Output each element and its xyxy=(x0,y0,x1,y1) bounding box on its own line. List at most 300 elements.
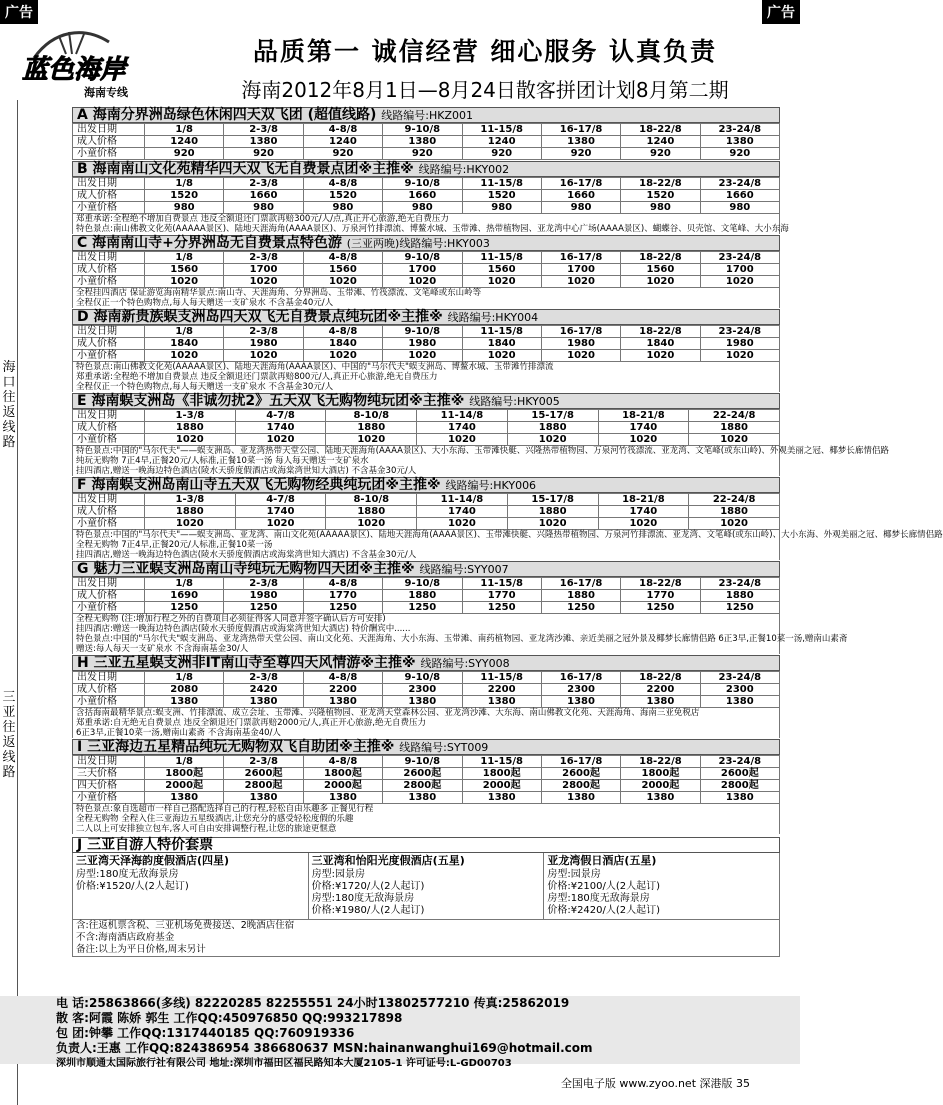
route-code: 线路编号:HKY006 xyxy=(445,479,537,492)
left-band xyxy=(0,100,18,1105)
table-cell: 2300 xyxy=(700,684,779,696)
table-cell: 1380 xyxy=(700,696,779,708)
table-cell: 920 xyxy=(383,148,462,160)
table-cell: 1380 xyxy=(224,696,303,708)
route-header xyxy=(72,107,780,123)
row-label: 小童价格 xyxy=(73,276,145,288)
table-cell: 9-10/8 xyxy=(383,578,462,590)
table-cell: 920 xyxy=(303,148,382,160)
table-cell: 2600起 xyxy=(700,768,779,780)
table-cell: 4-8/8 xyxy=(303,756,382,768)
table-row xyxy=(73,136,780,148)
table-cell: 1560 xyxy=(145,264,224,276)
table-cell: 15-17/8 xyxy=(507,410,598,422)
table-cell: 4-8/8 xyxy=(303,252,382,264)
table-row xyxy=(73,506,780,518)
row-label: 小童价格 xyxy=(73,602,145,614)
logo-name: 蓝色海岸 xyxy=(22,55,127,85)
table-cell: 1740 xyxy=(598,506,689,518)
table-cell: 1380 xyxy=(462,696,541,708)
table-cell: 2800起 xyxy=(700,780,779,792)
route-title: H 三亚五星蜈支洲非IT南山寺至尊四天风情游※主推※ xyxy=(77,655,416,671)
table-cell: 920 xyxy=(700,148,779,160)
table-cell: 2300 xyxy=(541,684,620,696)
table-cell: 2000起 xyxy=(145,780,224,792)
table-cell: 1380 xyxy=(700,792,779,804)
table-cell: 1840 xyxy=(303,338,382,350)
table-cell: 2-3/8 xyxy=(224,124,303,136)
table-cell: 1-3/8 xyxy=(145,494,236,506)
table-cell: 4-8/8 xyxy=(303,326,382,338)
row-label: 出发日期 xyxy=(73,756,145,768)
table-cell: 1/8 xyxy=(145,578,224,590)
table-row xyxy=(73,602,780,614)
table-cell: 1020 xyxy=(417,518,508,530)
price-table xyxy=(72,123,780,160)
row-label: 小童价格 xyxy=(73,792,145,804)
price-table xyxy=(72,251,780,288)
table-row xyxy=(73,780,780,792)
table-cell: 1020 xyxy=(145,518,236,530)
route-note: 郑重承诺:全程绝不增加自费景点 违反全额退还门票款再赔300元/人/点,真正开心旅游,绝无自费压力 xyxy=(72,214,780,224)
table-row xyxy=(73,124,780,136)
table-cell: 2600起 xyxy=(541,768,620,780)
row-label: 四天价格 xyxy=(73,780,145,792)
table-cell: 2000起 xyxy=(621,780,700,792)
row-label: 成人价格 xyxy=(73,264,145,276)
table-cell: 1840 xyxy=(145,338,224,350)
side-label-sanya: 三亚往返线路 xyxy=(2,690,16,780)
table-cell: 9-10/8 xyxy=(383,756,462,768)
table-row xyxy=(73,202,780,214)
route-note: 特色景点:中国的"马尔代夫"蜈支洲岛、亚龙湾热带天堂公园、南山文化苑、天涯海角、大小东海、玉带滩、南药植物园、亚龙湾沙滩、亲近美丽之冠外景及椰梦长廊情侣路 6正3早,正餐10菜一汤,赠南山素斋 xyxy=(72,634,780,644)
table-cell: 1880 xyxy=(541,590,620,602)
hotel-card xyxy=(73,853,309,919)
table-cell: 1020 xyxy=(507,518,598,530)
price-table xyxy=(72,325,780,362)
table-cell: 2800起 xyxy=(541,780,620,792)
route-title: B 海南南山文化苑精华四天双飞无自费景点团※主推※ xyxy=(77,161,414,177)
row-label: 小童价格 xyxy=(73,350,145,362)
table-cell: 4-7/8 xyxy=(235,410,326,422)
table-cell: 1740 xyxy=(598,422,689,434)
table-cell: 980 xyxy=(145,202,224,214)
table-cell: 2-3/8 xyxy=(224,326,303,338)
table-cell: 2200 xyxy=(621,684,700,696)
table-cell: 920 xyxy=(621,148,700,160)
route-note: 二人以上可安排独立包车,客人可自由安排调整行程,让您的旅途更惬意 xyxy=(72,824,780,834)
route-code: 线路编号:HKZ001 xyxy=(381,109,473,122)
table-row xyxy=(73,518,780,530)
table-cell: 16-17/8 xyxy=(541,124,620,136)
table-cell: 4-8/8 xyxy=(303,124,382,136)
price-table xyxy=(72,577,780,614)
table-cell: 1250 xyxy=(145,602,224,614)
hotel-name: 三亚湾天泽海韵度假酒店(四星) xyxy=(76,854,230,867)
table-cell: 1380 xyxy=(145,696,224,708)
table-cell: 1880 xyxy=(700,590,779,602)
table-cell: 11-15/8 xyxy=(462,672,541,684)
row-label: 成人价格 xyxy=(73,506,145,518)
table-cell: 11-15/8 xyxy=(462,178,541,190)
route-note: 全程挂四酒店 保证游览海南精华景点:南山寺、天涯海角、分界洲岛、玉带滩、竹筏漂流、文笔峰或东山岭等 xyxy=(72,288,780,298)
route-note: 特色景点:南山佛教文化苑(AAAAA景区)、陆地天涯海角(AAAA景区)、中国的"马尔代夫"蜈支洲岛、博鳌水城、玉带滩竹排漂流 xyxy=(72,362,780,372)
table-cell: 1800起 xyxy=(621,768,700,780)
table-cell: 2080 xyxy=(145,684,224,696)
row-label: 出发日期 xyxy=(73,326,145,338)
table-cell: 2000起 xyxy=(303,780,382,792)
route-note: 纯玩无购物 7正4早,正餐20元/人标准,正餐10菜一汤 每人每天赠送一支矿泉水 xyxy=(72,456,780,466)
table-cell: 980 xyxy=(383,202,462,214)
table-cell: 2300 xyxy=(383,684,462,696)
table-cell: 16-17/8 xyxy=(541,178,620,190)
table-cell: 980 xyxy=(700,202,779,214)
table-cell: 18-22/8 xyxy=(621,756,700,768)
route-header xyxy=(72,309,780,325)
route-note: 全程无购物 全程入住三亚海边五星级酒店,让您充分的感受轻松度假的乐趣 xyxy=(72,814,780,824)
hotel-list xyxy=(72,853,780,920)
table-cell: 22-24/8 xyxy=(689,410,780,422)
price-table xyxy=(72,493,780,530)
table-cell: 18-21/8 xyxy=(598,494,689,506)
table-cell: 1240 xyxy=(621,136,700,148)
table-cell: 1240 xyxy=(145,136,224,148)
table-cell: 1020 xyxy=(598,518,689,530)
row-label: 成人价格 xyxy=(73,190,145,202)
table-cell: 1700 xyxy=(541,264,620,276)
section-j-include: 含:往返机票含税、三亚机场免费接送、2晚酒店住宿 xyxy=(76,920,295,931)
table-cell: 11-15/8 xyxy=(462,756,541,768)
table-cell: 1980 xyxy=(541,338,620,350)
table-cell: 1020 xyxy=(541,350,620,362)
table-cell: 1020 xyxy=(303,350,382,362)
table-cell: 2-3/8 xyxy=(224,756,303,768)
table-cell: 1020 xyxy=(621,350,700,362)
table-cell: 9-10/8 xyxy=(383,252,462,264)
table-cell: 1380 xyxy=(145,792,224,804)
table-cell: 2200 xyxy=(303,684,382,696)
table-cell: 1020 xyxy=(621,276,700,288)
table-cell: 1520 xyxy=(462,190,541,202)
table-cell: 1660 xyxy=(383,190,462,202)
table-cell: 4-8/8 xyxy=(303,178,382,190)
table-cell: 1740 xyxy=(417,506,508,518)
contact-group: 包 团:钟攀 工作QQ:1317440185 QQ:760919336 xyxy=(56,1026,355,1040)
table-cell: 16-17/8 xyxy=(541,252,620,264)
table-cell: 1660 xyxy=(541,190,620,202)
table-cell: 1240 xyxy=(303,136,382,148)
table-cell: 980 xyxy=(462,202,541,214)
table-cell: 23-24/8 xyxy=(700,252,779,264)
table-cell: 1380 xyxy=(303,696,382,708)
route-title: D 海南新贵族蜈支洲岛四天双飞无自费景点纯玩团※主推※ xyxy=(77,309,443,325)
table-cell: 2000起 xyxy=(462,780,541,792)
table-cell: 1020 xyxy=(462,350,541,362)
table-cell: 1/8 xyxy=(145,178,224,190)
table-cell: 2420 xyxy=(224,684,303,696)
route-title: G 魅力三亚蜈支洲岛南山寺纯玩无购物四天团※主推※ xyxy=(77,561,415,577)
contact-company: 深圳市顺通太国际旅行社有限公司 地址:深圳市福田区福民路知本大厦2105-1 许可证号:L-GD00703 xyxy=(56,1058,512,1069)
table-cell: 1020 xyxy=(541,276,620,288)
table-cell: 1880 xyxy=(507,422,598,434)
table-cell: 1250 xyxy=(541,602,620,614)
route-note: 挂四酒店,赠送一晚海边特色酒店(陵水天骄度假酒店或海棠湾世知大酒店) 不含基金30元/人 xyxy=(72,550,780,560)
table-cell: 1020 xyxy=(689,434,780,446)
route-list xyxy=(72,106,943,957)
row-label: 成人价格 xyxy=(73,338,145,350)
row-label: 出发日期 xyxy=(73,410,145,422)
table-cell: 1880 xyxy=(326,422,417,434)
route-code: 线路编号:HKY004 xyxy=(447,311,539,324)
section-j-remark: 备注:以上为平日价格,周末另计 xyxy=(76,944,206,955)
route-header xyxy=(72,739,780,755)
table-cell: 1380 xyxy=(541,792,620,804)
table-cell: 1380 xyxy=(383,696,462,708)
route-header xyxy=(72,393,780,409)
row-label: 小童价格 xyxy=(73,148,145,160)
table-cell: 1380 xyxy=(700,136,779,148)
table-cell: 9-10/8 xyxy=(383,326,462,338)
hotel-room: 房型:180度无敌海景房 xyxy=(76,869,179,880)
table-row xyxy=(73,148,780,160)
route-note: 赠送:每人每天一支矿泉水 不含海南基金30/人 xyxy=(72,644,780,654)
table-cell: 1/8 xyxy=(145,672,224,684)
table-row xyxy=(73,190,780,202)
table-cell: 1560 xyxy=(303,264,382,276)
table-cell: 980 xyxy=(541,202,620,214)
table-cell: 1380 xyxy=(224,792,303,804)
table-cell: 15-17/8 xyxy=(507,494,598,506)
route-title: I 三亚海边五星精品纯玩无购物双飞自助团※主推※ xyxy=(77,739,395,755)
table-row xyxy=(73,578,780,590)
table-cell: 1020 xyxy=(417,434,508,446)
row-label: 小童价格 xyxy=(73,518,145,530)
table-cell: 1560 xyxy=(462,264,541,276)
table-cell: 16-17/8 xyxy=(541,578,620,590)
table-cell: 920 xyxy=(462,148,541,160)
table-cell: 1020 xyxy=(326,434,417,446)
table-cell: 11-15/8 xyxy=(462,252,541,264)
route-note: 6正3早,正餐10菜一汤,赠南山素斋 不含海南基金40/人 xyxy=(72,728,780,738)
table-cell: 920 xyxy=(224,148,303,160)
contact-retail: 散 客:阿霞 陈娇 郭生 工作QQ:450976850 QQ:993217898 xyxy=(56,1011,403,1025)
route-title: C 海南南山寺+分界洲岛无自费景点特色游 xyxy=(77,235,342,251)
table-row xyxy=(73,768,780,780)
table-cell: 2-3/8 xyxy=(224,252,303,264)
table-cell: 11-15/8 xyxy=(462,578,541,590)
route-note: 挂四酒店:赠送一晚海边特色酒店(陵水天骄度假酒店或海棠湾世知大酒店) 特价酬宾中...... xyxy=(72,624,780,634)
table-row xyxy=(73,276,780,288)
table-cell: 1700 xyxy=(224,264,303,276)
table-row xyxy=(73,264,780,276)
table-row xyxy=(73,410,780,422)
table-row xyxy=(73,326,780,338)
table-cell: 1020 xyxy=(224,350,303,362)
table-cell: 1/8 xyxy=(145,124,224,136)
table-cell: 920 xyxy=(541,148,620,160)
route-header xyxy=(72,161,780,177)
table-row xyxy=(73,590,780,602)
table-cell: 23-24/8 xyxy=(700,756,779,768)
row-label: 小童价格 xyxy=(73,696,145,708)
slogan: 品质第一 诚信经营 细心服务 认真负责 xyxy=(252,37,718,66)
ad-label-right: 广告 xyxy=(762,0,800,24)
table-row xyxy=(73,350,780,362)
table-cell: 1020 xyxy=(145,276,224,288)
table-cell: 1020 xyxy=(700,276,779,288)
hotel-price2: 价格:¥2420/人(2人起订) xyxy=(547,905,661,916)
route-note: 特色景点:中国的"马尔代夫"——蜈支洲岛、亚龙湾、南山文化苑(AAAAA景区)、陆地天涯海角(AAAA景区)、玉带滩快艇、兴隆热带植物园、万泉河竹排漂流、亚龙湾、文笔峰(或东山岭)、大小东海、外观美丽之冠、椰梦长廊情侣路 xyxy=(72,530,780,540)
hotel-card xyxy=(544,853,779,919)
route-code: 线路编号:HKY002 xyxy=(418,163,510,176)
table-row xyxy=(73,792,780,804)
table-cell: 1250 xyxy=(224,602,303,614)
table-cell: 11-14/8 xyxy=(417,410,508,422)
hotel-card xyxy=(309,853,545,919)
table-cell: 2600起 xyxy=(224,768,303,780)
route-code: 线路编号:SYT009 xyxy=(399,741,489,754)
hotel-price: 价格:¥1720/人(2人起订) xyxy=(311,881,425,892)
table-cell: 1020 xyxy=(326,518,417,530)
table-cell: 23-24/8 xyxy=(700,178,779,190)
table-cell: 1880 xyxy=(689,506,780,518)
row-label: 成人价格 xyxy=(73,422,145,434)
table-cell: 11-15/8 xyxy=(462,326,541,338)
row-label: 出发日期 xyxy=(73,672,145,684)
table-cell: 1020 xyxy=(235,518,326,530)
row-label: 成人价格 xyxy=(73,136,145,148)
table-cell: 9-10/8 xyxy=(383,672,462,684)
table-cell: 23-24/8 xyxy=(700,326,779,338)
route-note: 全程仅正一个特色购物点,每人每天赠送一支矿泉水 不含基金30元/人 xyxy=(72,382,780,392)
table-cell: 1380 xyxy=(462,792,541,804)
route-code: 线路编号:SYY008 xyxy=(420,657,510,670)
table-cell: 1380 xyxy=(224,136,303,148)
table-cell: 2-3/8 xyxy=(224,578,303,590)
ad-label-left: 广告 xyxy=(0,0,38,24)
route-note: 郑重承诺:全程绝不增加自费景点 违反全额退还门票款再赔800元/人,真正开心旅游,绝无自费压力 xyxy=(72,372,780,382)
table-cell: 1-3/8 xyxy=(145,410,236,422)
price-table xyxy=(72,409,780,446)
table-cell: 8-10/8 xyxy=(326,410,417,422)
table-cell: 1840 xyxy=(462,338,541,350)
route-note: 含括海南最精华景点:蜈支洲、竹排漂流、成立会址、玉带滩、兴隆植物园、亚龙湾天堂森林公园、亚龙湾沙滩、大东海、南山佛教文化苑、天涯海角、海南三亚免税店 xyxy=(72,708,780,718)
table-cell: 16-17/8 xyxy=(541,326,620,338)
table-cell: 11-14/8 xyxy=(417,494,508,506)
table-cell: 18-22/8 xyxy=(621,178,700,190)
route-note: 全程仅正一个特色购物点,每人每天赠送一支矿泉水 不含基金40元/人 xyxy=(72,298,780,308)
route-note: 特色景点:象自选超市一样自己搭配选择自己的行程,轻松自由乐趣多 正餐见行程 xyxy=(72,804,780,814)
logo xyxy=(14,20,174,102)
table-cell: 22-24/8 xyxy=(689,494,780,506)
table-cell: 1520 xyxy=(145,190,224,202)
table-cell: 1740 xyxy=(235,422,326,434)
table-cell: 1250 xyxy=(462,602,541,614)
row-label: 小童价格 xyxy=(73,202,145,214)
table-cell: 1690 xyxy=(145,590,224,602)
table-cell: 1880 xyxy=(326,506,417,518)
table-cell: 1250 xyxy=(621,602,700,614)
row-label: 成人价格 xyxy=(73,684,145,696)
page-footer: 全国电子版 www.zyoo.net 深港版 35 xyxy=(560,1077,750,1090)
table-cell: 8-10/8 xyxy=(326,494,417,506)
table-cell: 1880 xyxy=(145,422,236,434)
side-label-haikou: 海口往返线路 xyxy=(2,360,16,450)
table-cell: 1380 xyxy=(621,792,700,804)
table-row xyxy=(73,494,780,506)
route-title: F 海南蜈支洲岛南山寺五天双飞无购物经典纯玩团※主推※ xyxy=(77,477,441,493)
hotel-room: 房型:园景房 xyxy=(311,869,366,880)
table-cell: 2800起 xyxy=(224,780,303,792)
table-cell: 2200 xyxy=(462,684,541,696)
table-cell: 9-10/8 xyxy=(383,178,462,190)
table-cell: 9-10/8 xyxy=(383,124,462,136)
table-cell: 2600起 xyxy=(383,768,462,780)
row-label: 出发日期 xyxy=(73,178,145,190)
route-code: 线路编号:HKY005 xyxy=(469,395,560,408)
table-cell: 1020 xyxy=(700,350,779,362)
table-cell: 1/8 xyxy=(145,756,224,768)
table-cell: 18-22/8 xyxy=(621,124,700,136)
hotel-price2: 价格:¥1980/人(2人起订) xyxy=(311,905,425,916)
table-cell: 1020 xyxy=(303,276,382,288)
section-j-title: J 三亚自游人特价套票 xyxy=(72,837,780,853)
route-header xyxy=(72,235,780,251)
route-title: A 海南分界洲岛绿色休闲四天双飞团 (超值线路) xyxy=(77,107,377,123)
route-note: 挂四酒店,赠送一晚海边特色酒店(陵水天骄度假酒店或海棠湾世知大酒店) 不含基金30元/人 xyxy=(72,466,780,476)
hotel-name: 三亚湾和怡阳光度假酒店(五星) xyxy=(311,854,465,867)
table-cell: 1660 xyxy=(700,190,779,202)
hotel-room2: 房型:180度无敌海景房 xyxy=(547,893,650,904)
table-cell: 16-17/8 xyxy=(541,672,620,684)
table-cell: 1380 xyxy=(541,696,620,708)
row-label: 小童价格 xyxy=(73,434,145,446)
hotel-room2: 房型:180度无敌海景房 xyxy=(311,893,415,904)
price-table xyxy=(72,177,780,214)
route-header xyxy=(72,561,780,577)
price-table xyxy=(72,671,780,708)
row-label: 出发日期 xyxy=(73,578,145,590)
table-row xyxy=(73,756,780,768)
table-cell: 1380 xyxy=(383,136,462,148)
table-cell: 1800起 xyxy=(145,768,224,780)
logo-sub: 海南专线 xyxy=(84,86,128,99)
table-row xyxy=(73,696,780,708)
route-note: 郑重承诺:自无绝无自费景点 违反全额退还门票款再赔2000元/人,真正开心旅游,绝无自费压力 xyxy=(72,718,780,728)
section-j-exclude: 不含:海南酒店政府基金 xyxy=(76,932,175,943)
table-cell: 1020 xyxy=(689,518,780,530)
price-table xyxy=(72,755,780,804)
row-label: 成人价格 xyxy=(73,590,145,602)
contact-manager: 负责人:王惠 工作QQ:824386954 386680637 MSN:hainanwanghui169@hotmail.com xyxy=(56,1041,593,1055)
table-cell: 980 xyxy=(621,202,700,214)
table-cell: 1880 xyxy=(145,506,236,518)
table-cell: 1380 xyxy=(303,792,382,804)
row-label: 出发日期 xyxy=(73,252,145,264)
route-title: E 海南蜈支洲岛《非诚勿扰2》五天双飞无购物纯玩团※主推※ xyxy=(77,393,465,409)
contact-phone: 电 话:25863866(多线) 82220285 82255551 24小时13802577210 传真:25862019 xyxy=(56,996,570,1010)
table-cell: 1980 xyxy=(383,338,462,350)
table-row xyxy=(73,434,780,446)
table-cell: 1380 xyxy=(621,696,700,708)
table-cell: 1020 xyxy=(383,350,462,362)
route-note: 全程无购物 7正4早,正餐20元/人标准,正餐10菜一汤 xyxy=(72,540,780,550)
table-cell: 1020 xyxy=(235,434,326,446)
table-cell: 1980 xyxy=(224,590,303,602)
table-cell: 1980 xyxy=(224,338,303,350)
table-cell: 1020 xyxy=(598,434,689,446)
table-cell: 980 xyxy=(303,202,382,214)
